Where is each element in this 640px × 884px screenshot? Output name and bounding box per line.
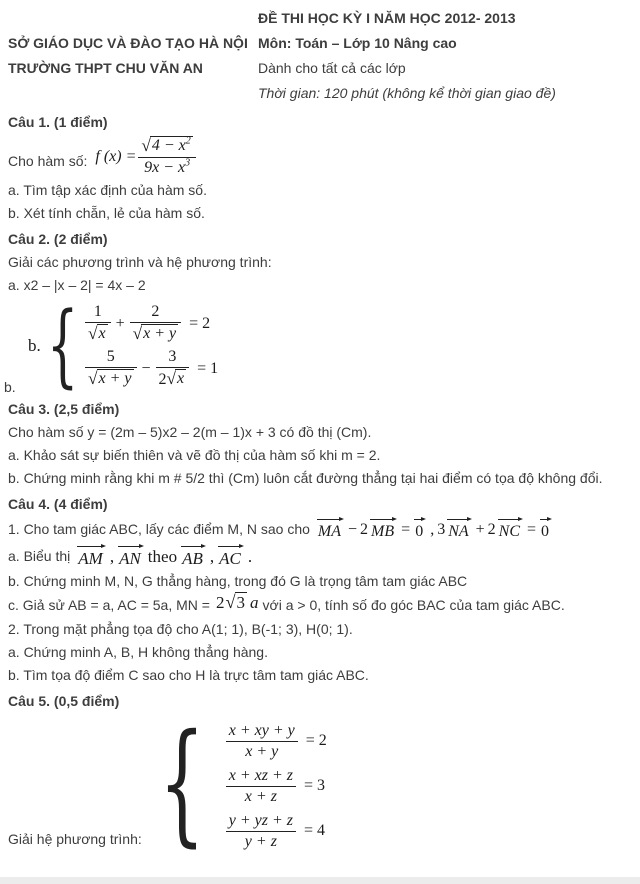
bottom-divider — [0, 877, 640, 884]
q4-part-c-text-pre: c. Giả sử AB = a, AC = 5a, MN = — [8, 596, 210, 613]
comma: , — [430, 521, 435, 538]
q2-r2-frac1-den: x + y — [98, 370, 132, 387]
q5-r2-rhs: = 3 — [303, 777, 326, 795]
question-1-heading: Câu 1. (1 điểm) — [8, 114, 108, 130]
question-1-function-row — [8, 136, 630, 177]
exam-header — [8, 6, 630, 106]
q5-r3-rhs: = 4 — [303, 822, 326, 840]
plus-sign: + — [475, 521, 485, 538]
q2-r1-operator: + — [115, 314, 125, 332]
q5-label: Giải hệ phương trình: — [8, 830, 142, 847]
q4-part-b: b. Chứng minh M, N, G thẳng hàng, trong đó G là trọng tâm tam giác ABC — [8, 573, 468, 589]
q3-part-a: a. Khảo sát sự biến thiên và vẽ đồ thị của hàm số khi m = 2. — [8, 447, 381, 463]
theo-word: theo — [147, 547, 178, 566]
q5-r1-den: x + y — [226, 741, 298, 761]
q2-system-equations — [83, 303, 218, 389]
question-1-intro: Cho hàm số: — [8, 153, 88, 169]
formula-q1-fraction — [138, 136, 195, 177]
q2-r1-frac2-den: x + y — [143, 325, 177, 342]
header-spacer — [8, 6, 258, 31]
q5-r3-den: y + z — [226, 831, 296, 851]
q3-part-b: b. Chứng minh rằng khi m # 5/2 thì (Cm) luôn cắt đường thẳng tại hai điểm có tọa độ không đổi. — [8, 470, 603, 486]
coefficient: 2 — [487, 521, 496, 538]
q4-part-1-text: 1. Cho tam giác ABC, lấy các điểm M, N sao cho — [8, 521, 310, 537]
question-5-heading: Câu 5. (0,5 điểm) — [8, 692, 120, 709]
question-3-heading: Câu 3. (2,5 điểm) — [8, 401, 120, 417]
vector-AN: AN — [118, 545, 144, 568]
vector-MB: MB — [370, 518, 397, 541]
coefficient: 2 — [215, 592, 225, 612]
zero-vector: 0 — [540, 518, 552, 541]
q4-part-c-row — [8, 592, 630, 616]
q2-system-row-1 — [83, 303, 218, 344]
formula-q1-num-exponent: 2 — [185, 135, 191, 147]
q5-system-row — [8, 715, 630, 851]
q5-r2-num: x + xz + z — [228, 766, 293, 784]
zero-vector: 0 — [414, 518, 426, 541]
q2-system-label: b. — [28, 336, 41, 355]
q4-part-1-row — [8, 518, 630, 541]
variable-a: a — [250, 592, 259, 612]
period: . — [247, 547, 253, 566]
q2-r2-operator: − — [141, 359, 151, 377]
q2-r2-frac2-den-coef: 2 — [158, 371, 167, 388]
formula-q1-numerator: 4 − x — [151, 137, 186, 154]
question-3-intro: Cho hàm số y = (2m – 5)x2 – 2(m – 1)x + 3 có đồ thị (Cm). — [8, 424, 372, 440]
vector-MA: MA — [317, 518, 344, 541]
q5-system-row-1 — [224, 722, 327, 761]
q4-part-2a: a. Chứng minh A, B, H không thẳng hàng. — [8, 643, 268, 660]
q5-r1-rhs: = 2 — [305, 732, 327, 750]
q1-part-a: a. Tìm tập xác định của hàm số. — [8, 182, 207, 198]
formula-q1-denominator: 9x − x — [144, 159, 186, 176]
question-2-intro: Giải các phương trình và hệ phương trình: — [8, 254, 272, 270]
left-brace-icon — [47, 299, 78, 393]
formula-q1-den-exponent: 3 — [185, 157, 191, 169]
q4-vector-expressions — [76, 545, 252, 568]
q5-r3-num: y + yz + z — [228, 811, 293, 829]
q2-r1-frac1-den: x — [98, 325, 106, 342]
formula-q1 — [95, 136, 197, 177]
q2-system — [4, 299, 630, 395]
q4-part-a-row — [8, 545, 630, 568]
q2-r1-frac2-num: 2 — [151, 303, 160, 320]
q5-system-equations — [224, 722, 327, 851]
subject-line: Môn: Toán – Lớp 10 Nâng cao — [258, 35, 457, 51]
question-2-heading: Câu 2. (2 điểm) — [8, 231, 108, 247]
question-4-heading: Câu 4. (4 điểm) — [8, 496, 108, 512]
coefficient: 3 — [437, 521, 446, 538]
vector-AC: AC — [218, 545, 244, 568]
coefficient: 2 — [360, 521, 369, 538]
q2-r2-frac2-den: x — [177, 370, 185, 387]
q5-r1-num: x + xy + y — [228, 721, 295, 739]
q2-system-row-2 — [83, 348, 218, 389]
radicand: 3 — [236, 593, 246, 612]
q2-r2-frac2-num: 3 — [168, 348, 177, 365]
q2-part-b-label: b. — [4, 379, 16, 395]
equals-sign: = — [401, 521, 411, 538]
exam-title: ĐỀ THI HỌC KỲ I NĂM HỌC 2012- 2013 — [258, 10, 516, 26]
vector-NC: NC — [498, 518, 523, 541]
school-name: TRƯỜNG THPT CHU VĂN AN — [8, 60, 203, 76]
q5-r2-den: x + z — [226, 786, 296, 806]
q4c-inline-math — [216, 592, 257, 613]
q2-r1-frac1-num: 1 — [93, 303, 102, 320]
duration-line: Thời gian: 120 phút (không kể thời gian giao đề) — [258, 85, 556, 101]
q4-part-c-text-post: với a > 0, tính số đo góc BAC của tam giác ABC. — [262, 596, 565, 613]
department-name: SỞ GIÁO DỤC VÀ ĐÀO TẠO HÀ NỘI — [8, 35, 248, 51]
q5-system-row-2 — [224, 767, 327, 806]
q4-part-a-text: a. Biểu thị — [8, 548, 71, 564]
vector-AM: AM — [77, 545, 106, 568]
vector-NA: NA — [447, 518, 471, 541]
minus-sign: − — [348, 521, 358, 538]
q4-part-2: 2. Trong mặt phẳng tọa độ cho A(1; 1), B(-1; 3), H(0; 1). — [8, 620, 353, 637]
q2-r1-rhs: = 2 — [189, 314, 211, 332]
comma: , — [109, 547, 115, 566]
left-brace-icon — [159, 715, 205, 851]
q4-vector-equation — [316, 518, 553, 541]
q5-system-row-3 — [224, 812, 327, 851]
comma: , — [209, 547, 215, 566]
audience-line: Dành cho tất cả các lớp — [258, 60, 406, 76]
equals-sign: = — [527, 521, 537, 538]
q2-part-a: a. x2 – |x – 2| = 4x – 2 — [8, 277, 146, 293]
q1-part-b: b. Xét tính chẵn, lẻ của hàm số. — [8, 205, 205, 221]
q2-r2-rhs: = 1 — [197, 359, 219, 377]
q4-part-2b: b. Tìm tọa độ điểm C sao cho H là trực tâm tam giác ABC. — [8, 666, 369, 683]
q2-r2-frac1-num: 5 — [106, 348, 115, 365]
header-spacer — [8, 81, 258, 106]
vector-AB: AB — [181, 545, 206, 568]
formula-q1-lhs: f (x) = — [95, 147, 137, 165]
